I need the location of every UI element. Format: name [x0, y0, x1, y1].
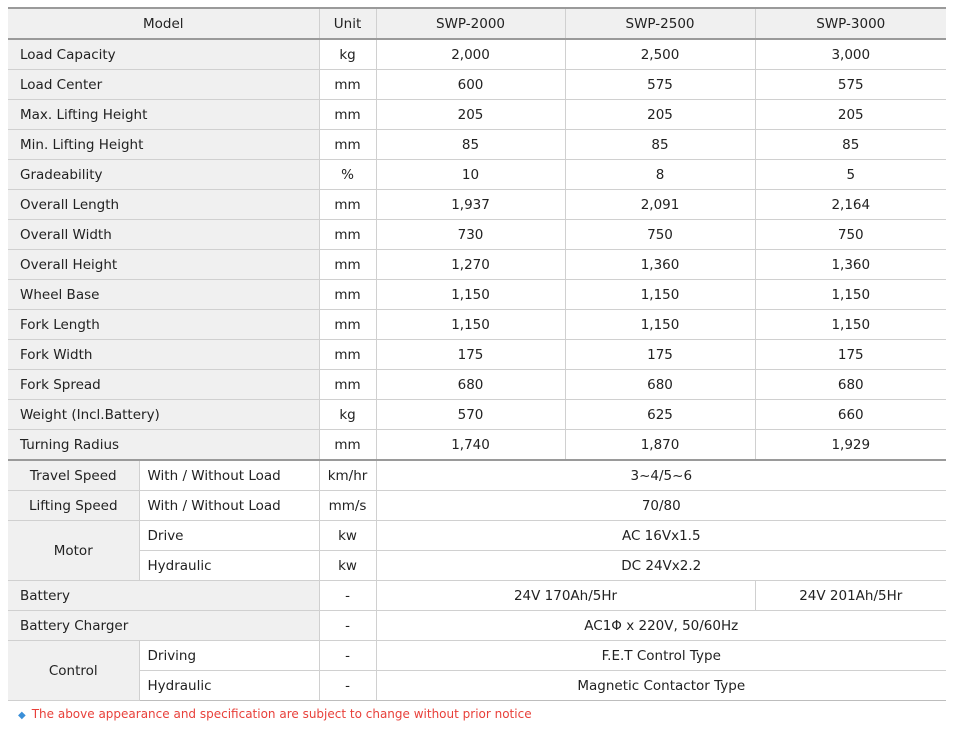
header-model-1: SWP-2000 [376, 8, 565, 39]
control-driving-value: F.E.T Control Type [376, 641, 946, 671]
row-label: Overall Length [8, 190, 319, 220]
table-row [8, 491, 946, 521]
row-value-swp3000: 750 [755, 220, 946, 250]
row-unit: mm [319, 280, 376, 310]
spec-table-body [8, 8, 946, 39]
row-unit: mm [319, 250, 376, 280]
row-value-swp3000: 2,164 [755, 190, 946, 220]
row-value-swp3000: 175 [755, 340, 946, 370]
row-value-swp2500: 2,500 [565, 39, 755, 70]
table-row [8, 70, 946, 100]
table-row [8, 400, 946, 430]
row-value-swp2500: 625 [565, 400, 755, 430]
row-unit: mm [319, 190, 376, 220]
control-hydraulic-value: Magnetic Contactor Type [376, 671, 946, 701]
table-row [8, 310, 946, 340]
row-value-swp2000: 175 [376, 340, 565, 370]
row-label: Fork Width [8, 340, 319, 370]
row-value-swp2000: 1,150 [376, 280, 565, 310]
header-model-2: SWP-2500 [565, 8, 755, 39]
battery-value-3: 24V 201Ah/5Hr [755, 581, 946, 611]
row-value-swp2000: 570 [376, 400, 565, 430]
row-value-swp3000: 1,150 [755, 280, 946, 310]
row-value-swp2500: 175 [565, 340, 755, 370]
row-value-swp3000: 1,150 [755, 310, 946, 340]
control-hydraulic-label: Hydraulic [139, 671, 319, 701]
table-row [8, 671, 946, 701]
row-label: Load Capacity [8, 39, 319, 70]
motor-hydraulic-unit: kw [319, 551, 376, 581]
table-row [8, 250, 946, 280]
charger-unit: - [319, 611, 376, 641]
row-value-swp2500: 680 [565, 370, 755, 400]
battery-value-12: 24V 170Ah/5Hr [376, 581, 755, 611]
row-value-swp3000: 575 [755, 70, 946, 100]
row-value-swp2500: 1,360 [565, 250, 755, 280]
row-label: Overall Height [8, 250, 319, 280]
table-row [8, 280, 946, 310]
row-value-swp3000: 660 [755, 400, 946, 430]
table-row [8, 130, 946, 160]
lifting-speed-unit: mm/s [319, 491, 376, 521]
row-unit: mm [319, 130, 376, 160]
lifting-speed-sub: With / Without Load [139, 491, 319, 521]
row-unit: mm [319, 340, 376, 370]
row-unit: mm [319, 370, 376, 400]
table-row [8, 160, 946, 190]
table-row [8, 340, 946, 370]
row-value-swp2500: 1,870 [565, 430, 755, 461]
row-label: Min. Lifting Height [8, 130, 319, 160]
table-row [8, 430, 946, 461]
row-value-swp2000: 85 [376, 130, 565, 160]
row-value-swp2000: 1,270 [376, 250, 565, 280]
row-value-swp2000: 1,740 [376, 430, 565, 461]
disclaimer-text: The above appearance and specification are subject to change without prior notice [31, 707, 532, 721]
row-unit: mm [319, 70, 376, 100]
row-label: Load Center [8, 70, 319, 100]
row-value-swp3000: 205 [755, 100, 946, 130]
header-row [8, 8, 946, 39]
row-value-swp2500: 750 [565, 220, 755, 250]
row-value-swp2000: 205 [376, 100, 565, 130]
row-unit: mm [319, 310, 376, 340]
row-unit: kg [319, 400, 376, 430]
table-row [8, 39, 946, 70]
row-unit: % [319, 160, 376, 190]
row-value-swp2500: 8 [565, 160, 755, 190]
lifting-speed-label: Lifting Speed [8, 491, 139, 521]
row-value-swp3000: 1,360 [755, 250, 946, 280]
row-value-swp2500: 575 [565, 70, 755, 100]
row-value-swp2500: 2,091 [565, 190, 755, 220]
motor-drive-label: Drive [139, 521, 319, 551]
header-unit: Unit [319, 8, 376, 39]
table-row [8, 370, 946, 400]
row-value-swp2000: 10 [376, 160, 565, 190]
row-label: Fork Spread [8, 370, 319, 400]
travel-speed-value: 3~4/5~6 [376, 460, 946, 491]
row-value-swp2000: 730 [376, 220, 565, 250]
row-value-swp3000: 1,929 [755, 430, 946, 461]
motor-hydraulic-value: DC 24Vx2.2 [376, 551, 946, 581]
row-value-swp2000: 680 [376, 370, 565, 400]
row-label: Turning Radius [8, 430, 319, 461]
row-label: Weight (Incl.Battery) [8, 400, 319, 430]
row-value-swp2500: 1,150 [565, 280, 755, 310]
table-row [8, 611, 946, 641]
control-label: Control [8, 641, 139, 701]
travel-speed-sub: With / Without Load [139, 460, 319, 491]
row-label: Gradeability [8, 160, 319, 190]
motor-drive-unit: kw [319, 521, 376, 551]
spec-table [8, 7, 946, 701]
travel-speed-label: Travel Speed [8, 460, 139, 491]
row-label: Max. Lifting Height [8, 100, 319, 130]
row-value-swp3000: 680 [755, 370, 946, 400]
table-row [8, 460, 946, 491]
table-row [8, 641, 946, 671]
table-row [8, 220, 946, 250]
row-unit: mm [319, 100, 376, 130]
row-value-swp2500: 85 [565, 130, 755, 160]
disclaimer-note [18, 707, 532, 721]
motor-drive-value: AC 16Vx1.5 [376, 521, 946, 551]
control-hydraulic-unit: - [319, 671, 376, 701]
row-label: Fork Length [8, 310, 319, 340]
header-model-3: SWP-3000 [755, 8, 946, 39]
row-value-swp3000: 5 [755, 160, 946, 190]
header-model: Model [8, 8, 319, 39]
diamond-bullet-icon: ◆ [18, 710, 26, 721]
table-row [8, 100, 946, 130]
row-value-swp2000: 2,000 [376, 39, 565, 70]
row-label: Overall Width [8, 220, 319, 250]
lifting-speed-value: 70/80 [376, 491, 946, 521]
table-row [8, 551, 946, 581]
row-value-swp2500: 1,150 [565, 310, 755, 340]
battery-label: Battery [8, 581, 319, 611]
spec-rows [8, 39, 946, 460]
row-value-swp3000: 3,000 [755, 39, 946, 70]
charger-value: AC1Φ x 220V, 50/60Hz [376, 611, 946, 641]
row-unit: kg [319, 39, 376, 70]
control-driving-label: Driving [139, 641, 319, 671]
row-value-swp2000: 1,150 [376, 310, 565, 340]
travel-speed-unit: km/hr [319, 460, 376, 491]
row-label: Wheel Base [8, 280, 319, 310]
charger-label: Battery Charger [8, 611, 319, 641]
row-value-swp2000: 1,937 [376, 190, 565, 220]
table-row [8, 521, 946, 551]
row-unit: mm [319, 220, 376, 250]
control-driving-unit: - [319, 641, 376, 671]
motor-hydraulic-label: Hydraulic [139, 551, 319, 581]
motor-label: Motor [8, 521, 139, 581]
table-row [8, 581, 946, 611]
battery-unit: - [319, 581, 376, 611]
spec-merged-rows [8, 460, 946, 701]
row-value-swp2500: 205 [565, 100, 755, 130]
row-unit: mm [319, 430, 376, 461]
row-value-swp2000: 600 [376, 70, 565, 100]
table-row [8, 190, 946, 220]
row-value-swp3000: 85 [755, 130, 946, 160]
